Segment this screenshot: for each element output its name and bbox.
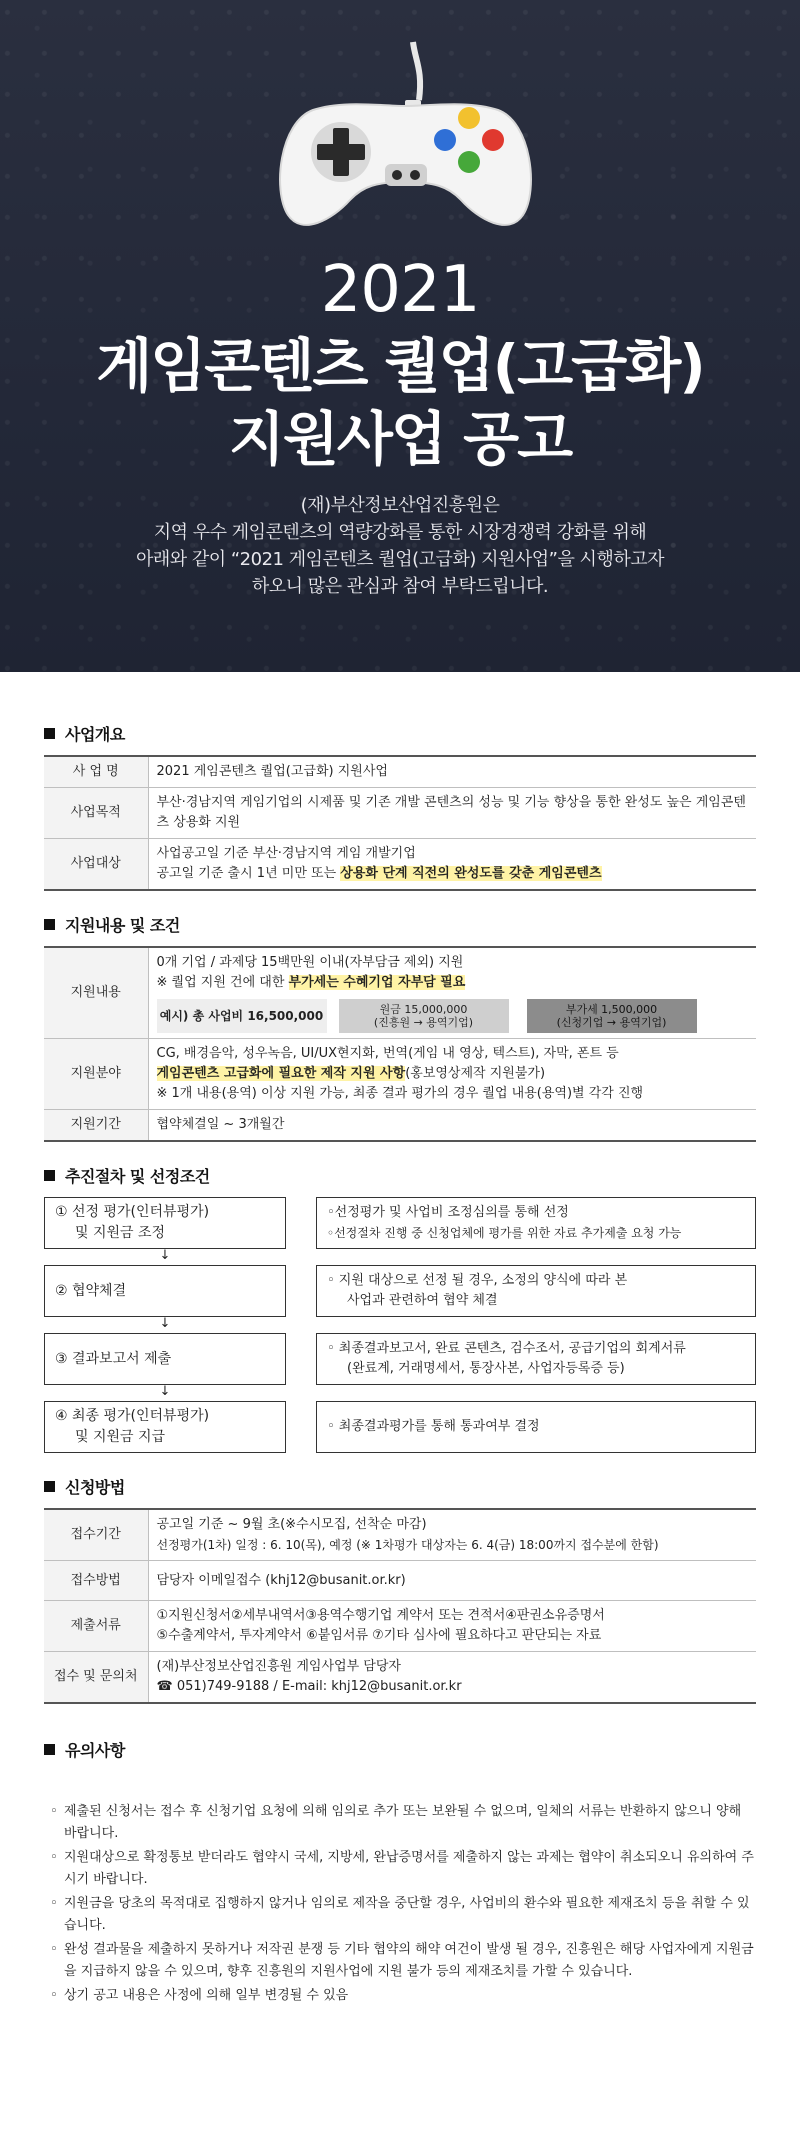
list-item [50,1985,756,2007]
table-row [44,788,756,839]
row-line: 0개 기업 / 과제당 15백만원 이내(자부담금 제외) 지원 [156,955,464,970]
list-item [50,1801,756,1845]
table-row [44,947,756,1039]
hero-title-line: 게임콘텐츠 퀄업(고급화) [96,332,704,400]
down-arrow-icon: ↓ [159,1384,171,1399]
row-label: 접수 및 문의처 [44,1652,148,1704]
square-bullet-icon [44,1170,55,1181]
step-title-line: 및 지원금 조정 [75,1225,166,1241]
row-value: 부산·경남지역 게임기업의 시제품 및 기존 개발 콘텐츠의 성능 및 기능 향상을 통한 완성도 높은 게임콘텐츠 상용화 지원 [148,788,756,839]
bullet-icon: ◦ [50,1988,58,2003]
budget-vat-amount: 부가세 1,500,000 [565,1003,658,1016]
note-text: 제출된 신청서는 접수 후 신청기업 요청에 의해 임의로 추가 또는 보완될 수 없으며, 일체의 서류는 반환하지 않으니 양해 바랍니다. [64,1804,742,1841]
budget-principal-amount: 원금 15,000,000 [379,1003,468,1016]
list-item [50,1939,756,1983]
highlight-text: 부가세는 수혜기업 자부담 필요 [288,975,466,990]
process-step [44,1197,756,1249]
step-title [44,1333,286,1385]
table-row [44,839,756,891]
step-title-line: ③ 결과보고서 제출 [55,1350,172,1367]
budget-vat-flow: (신청기업 → 용역기업) [556,1016,667,1029]
row-value [148,1039,756,1110]
announcement-body [0,672,800,2049]
section-heading-text: 신청방법 [65,1478,125,1497]
step-description [316,1265,756,1317]
row-label: 지원내용 [44,947,148,1039]
step-desc-line: ◦ 지원 대상으로 선정 될 경우, 소정의 양식에 따라 본 [327,1273,628,1288]
step-title-line: 및 지원금 지급 [75,1429,166,1445]
section-heading [44,1738,756,1761]
step-description [316,1333,756,1385]
budget-total: 예시) 총 사업비 16,500,000 [157,999,327,1033]
square-bullet-icon [44,728,55,739]
table-row [44,1561,756,1601]
row-label: 지원분야 [44,1039,148,1110]
hero-banner [0,0,800,672]
process-step [44,1333,756,1385]
highlight-text: 상용화 단계 직전의 완성도를 갖춘 게임콘텐츠 [340,866,602,881]
row-line: (재)부산정보산업진흥원 게임사업부 담당자 [156,1659,401,1674]
table-row [44,1652,756,1704]
row-value [148,947,756,1039]
process-flow [44,1197,756,1453]
step-desc-line: 사업과 관련하여 협약 체결 [347,1293,498,1308]
overview-table [44,755,756,891]
section-heading [44,913,756,936]
note-text: 완성 결과물을 제출하지 못하거나 저작권 분쟁 등 기타 협약의 해약 여건이 발생 될 경우, 진흥원은 해당 사업자에게 지원금을 지급하지 않을 수 있으며, 향후 진흥원의 지원사업에 지원 불가 등의 제재조치를 가할 수 있습니다. [64,1942,754,1979]
note-text: 지원금을 당초의 목적대로 집행하지 않거나 임의로 제작을 중단할 경우, 사업비의 환수와 필요한 제재조치 등을 취할 수 있습니다. [64,1896,750,1933]
row-value [148,1509,756,1561]
row-line: ①지원신청서②세부내역서③용역수행기업 계약서 또는 견적서④판권소유증명서 [156,1608,605,1623]
process-step [44,1265,756,1317]
apply-table [44,1508,756,1704]
step-desc-line: ◦선정평가 및 사업비 조정심의를 통해 선정 [327,1205,569,1220]
row-line: ※ 퀄업 지원 건에 대한 [156,975,289,990]
note-text: 상기 공고 내용은 사정에 의해 일부 변경될 수 있음 [64,1988,349,2003]
highlight-text: 게임콘텐츠 고급화에 필요한 제작 지원 사항 [156,1066,406,1081]
row-line: (홍보영상제작 지원불가) [405,1066,546,1081]
bullet-icon: ◦ [50,1804,58,1819]
row-line: 담당자 이메일접수 (khj12@busanit.or.kr) [156,1572,406,1588]
section-heading-text: 지원내용 및 조건 [65,916,180,935]
hero-title [0,330,800,475]
step-desc-line: ◦ 최종결과보고서, 완료 콘텐츠, 검수조서, 공급기업의 회계서류 [327,1341,686,1356]
hero-intro-line: (재)부산정보산업진흥원은 [300,495,500,516]
hero-intro-line: 하오니 많은 관심과 참여 부탁드립니다. [251,576,549,597]
section-heading [44,722,756,745]
hero-intro-line: 지역 우수 게임콘텐츠의 역량강화를 통한 시장경쟁력 강화를 위해 [153,522,647,543]
row-line: ※ 1개 내용(용역) 이상 지원 가능, 최종 결과 평가의 경우 퀄업 내용(용역)별 각각 진행 [156,1086,644,1101]
down-arrow-icon: ↓ [159,1316,171,1331]
row-value [148,839,756,891]
step-desc-line: ◦선정절차 진행 중 신청업체에 평가를 위한 자료 추가제출 요청 가능 [327,1226,682,1240]
row-value: 2021 게임콘텐츠 퀄업(고급화) 지원사업 [148,756,756,788]
bullet-icon: ◦ [50,1942,58,1957]
down-arrow-icon: ↓ [159,1248,171,1263]
row-value [148,1601,756,1652]
list-item [50,1847,756,1891]
row-line: CG, 배경음악, 성우녹음, UI/UX현지화, 번역(게임 내 영상, 텍스트), 자막, 폰트 등 [156,1046,619,1061]
bullet-icon: ◦ [50,1850,58,1865]
apply-section [44,1475,756,1704]
contact-line: ☎ 051)749-9188 / E-mail: khj12@busanit.or.kr [156,1679,462,1694]
hero-intro-line: 아래와 같이 “2021 게임콘텐츠 퀄업(고급화) 지원사업”을 시행하고자 [135,549,665,570]
support-section [44,913,756,1142]
step-title [44,1197,286,1249]
table-row [44,756,756,788]
notes-list [44,1801,756,2007]
process-section [44,1164,756,1453]
step-desc-line: (완료계, 거래명세서, 통장사본, 사업자등록증 등) [347,1361,625,1376]
row-label: 사 업 명 [44,756,148,788]
table-row [44,1110,756,1142]
budget-example [157,999,749,1033]
budget-principal [339,999,509,1033]
step-title [44,1265,286,1317]
budget-principal-flow: (진흥원 → 용역기업) [373,1016,474,1029]
row-label: 접수방법 [44,1561,148,1601]
row-value [148,1652,756,1704]
table-row [44,1509,756,1561]
overview-section [44,722,756,891]
section-heading-text: 사업개요 [65,725,125,744]
row-label: 사업대상 [44,839,148,891]
step-title [44,1401,286,1453]
row-label: 제출서류 [44,1601,148,1652]
square-bullet-icon [44,1744,55,1755]
step-desc-line: ◦ 최종결과평가를 통해 통과여부 결정 [327,1419,540,1434]
section-heading-text: 추진절차 및 선정조건 [65,1167,210,1186]
row-line: 공고일 기준 출시 1년 미만 또는 [156,866,341,881]
row-value [148,1561,756,1601]
budget-vat [527,999,697,1033]
step-title-line: ④ 최종 평가(인터뷰평가) [55,1408,210,1424]
bullet-icon: ◦ [50,1896,58,1911]
process-step [44,1401,756,1453]
row-label: 사업목적 [44,788,148,839]
note-text: 지원대상으로 확정통보 받더라도 협약시 국세, 지방세, 완납증명서를 제출하지 않는 과제는 협약이 취소되오니 유의하여 주시기 바랍니다. [64,1850,754,1887]
step-title-line: ① 선정 평가(인터뷰평가) [55,1204,210,1220]
step-description [316,1401,756,1453]
hero-intro [0,492,800,600]
support-table [44,946,756,1142]
notes-section [44,1738,756,2007]
section-heading [44,1164,756,1187]
section-heading [44,1475,756,1498]
section-heading-text: 유의사항 [65,1741,125,1760]
step-description [316,1197,756,1249]
game-controller-icon [273,40,538,230]
row-line: 사업공고일 기준 부산·경남지역 게임 개발기업 [156,846,416,861]
row-line: 공고일 기준 ~ 9월 초(※수시모집, 선착순 마감) [156,1517,427,1532]
row-line: ⑤수출계약서, 투자계약서 ⑥붙임서류 ⑦기타 심사에 필요하다고 판단되는 자료 [156,1628,602,1643]
row-label: 접수기간 [44,1509,148,1561]
hero-title-line: 지원사업 공고 [228,404,572,473]
table-row [44,1039,756,1110]
step-title-line: ② 협약체결 [55,1282,127,1299]
row-value: 협약체결일 ~ 3개월간 [148,1110,756,1142]
list-item [50,1893,756,1937]
hero-year: 2021 [320,253,480,327]
square-bullet-icon [44,919,55,930]
square-bullet-icon [44,1481,55,1492]
table-row [44,1601,756,1652]
row-label: 지원기간 [44,1110,148,1142]
row-line: 선정평가(1차) 일정 : 6. 10(목), 예정 (※ 1차평가 대상자는 6. 4(금) 18:00까지 접수분에 한함) [156,1538,659,1552]
